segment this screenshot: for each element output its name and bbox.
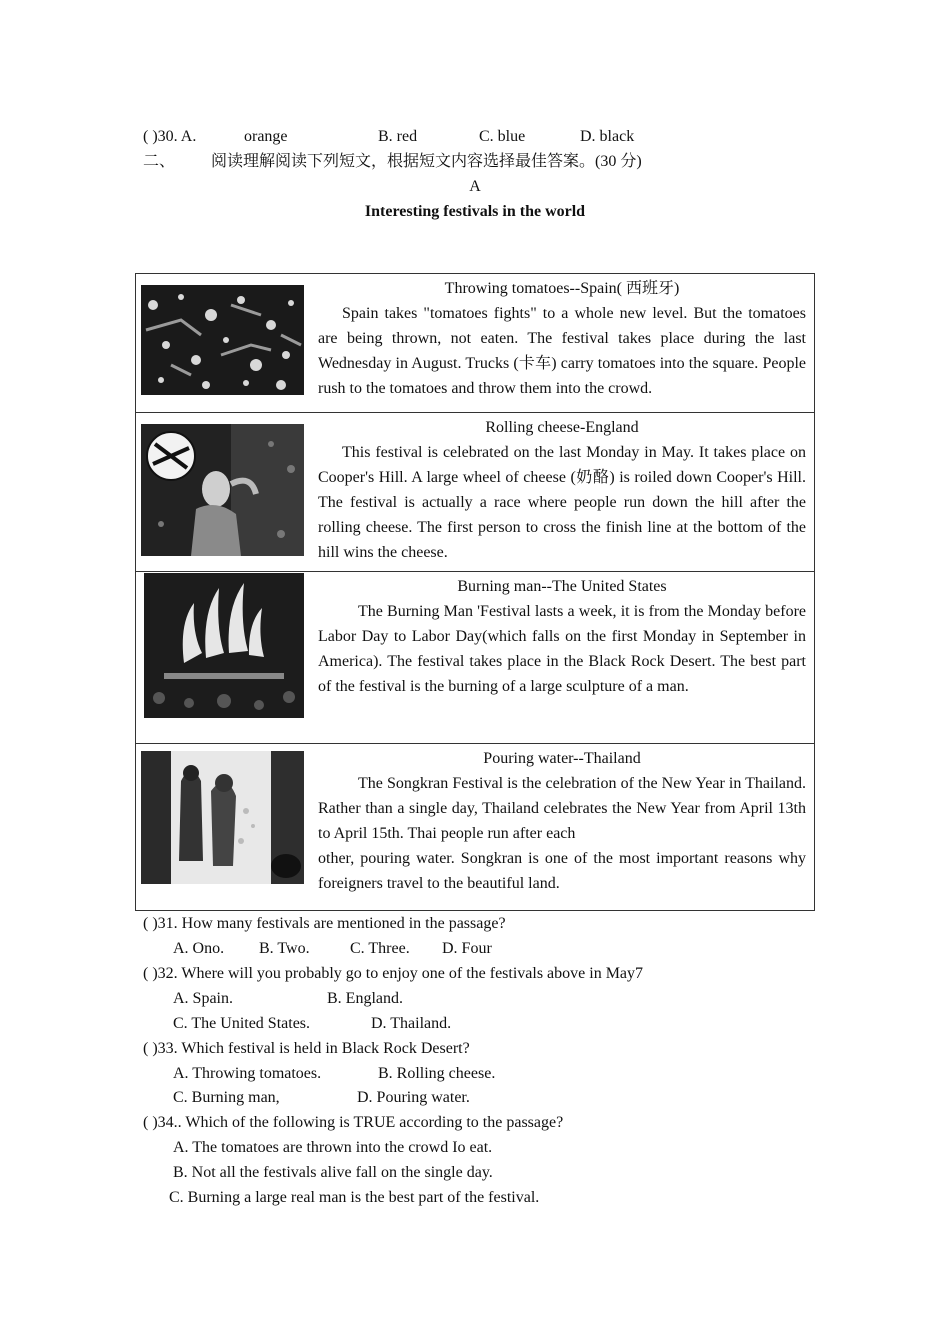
water-festival-photo xyxy=(141,751,304,884)
festival-title: Throwing tomatoes--Spain( 西班牙) xyxy=(444,280,680,297)
festival-description-cont: other, pouring water. Songkran is one of the most important reasons why foreigners travel to the beautiful land. xyxy=(318,850,806,892)
festival-description: The Burning Man 'Festival lasts a week, it is from the Monday before Labor Day to Labor Day(which falls on the first Monday in September in America). The festival takes place in the Black Rock Desert. The best part of the festival is the burning of a large sculpture of a man. xyxy=(318,603,806,695)
q34-option-c: C. Burning a large real man is the best part of the festival. xyxy=(169,1189,540,1206)
q30-option-b: B. red xyxy=(378,128,418,145)
q31-option-a: A. Ono. xyxy=(173,940,225,957)
festival-description: The Songkran Festival is the celebration of the New Year in Thailand. Rather than a single day, Thailand celebrates the New Year from April 13th to April 15th. Thai people run after each xyxy=(318,775,806,842)
q33-stem: ( )33. Which festival is held in Black Rock Desert? xyxy=(143,1040,470,1057)
section-instruction: 阅读理解阅读下列短文，根据短文内容选择最佳答案。(30 分) xyxy=(211,153,642,170)
q33-option-b: B. Rolling cheese. xyxy=(378,1065,496,1082)
q31-option-b: B. Two. xyxy=(259,940,310,957)
q30-option-d: D. black xyxy=(580,128,635,145)
q30-option-c: C. blue xyxy=(479,128,526,145)
q34-stem: ( )34.. Which of the following is TRUE according to the passage? xyxy=(143,1114,564,1131)
q31-option-c: C. Three. xyxy=(350,940,410,957)
festival-row-tomatoes xyxy=(136,274,815,413)
festival-title: Rolling cheese-England xyxy=(485,419,639,436)
q33-option-a: A. Throwing tomatoes. xyxy=(173,1065,322,1082)
section-number: 二、 xyxy=(143,153,176,170)
festival-row-cheese xyxy=(136,413,815,572)
passage-letter: A xyxy=(469,178,481,195)
festival-description: This festival is celebrated on the last Monday in May. It takes place on Cooper's Hill. A large wheel of cheese (奶酪) is roiled down Cooper's Hill. The festival is actually a race where people run down the hill after the rolling cheese. The first person to cross the finish line at the bottom of the hill wins the cheese. xyxy=(318,444,806,561)
q32-option-c: C. The United States. xyxy=(173,1015,311,1032)
passage-title: Interesting festivals in the world xyxy=(364,203,586,220)
festival-row-burning-man xyxy=(136,572,815,744)
festival-title: Burning man--The United States xyxy=(457,578,667,595)
q31-stem: ( )31. How many festivals are mentioned in the passage? xyxy=(143,915,506,932)
q30-option-a: orange xyxy=(244,128,288,145)
q32-option-d: D. Thailand. xyxy=(371,1015,452,1032)
q32-stem: ( )32. Where will you probably go to enjoy one of the festivals above in May7 xyxy=(143,965,644,982)
q34-option-b: B. Not all the festivals alive fall on the single day. xyxy=(173,1164,493,1181)
q32-option-a: A. Spain. xyxy=(173,990,233,1007)
festival-title: Pouring water--Thailand xyxy=(483,750,641,767)
festival-row-water xyxy=(136,744,815,911)
burning-man-photo xyxy=(144,573,304,718)
festivals-table xyxy=(135,273,815,911)
cheese-rolling-photo xyxy=(141,424,304,556)
q34-option-a: A. The tomatoes are thrown into the crowd Io eat. xyxy=(173,1139,493,1156)
q31-option-d: D. Four xyxy=(442,940,492,957)
q33-option-c: C. Burning man, xyxy=(173,1089,280,1106)
q30-stem: ( )30. A. xyxy=(143,128,197,145)
q33-option-d: D. Pouring water. xyxy=(357,1089,470,1106)
tomato-fight-photo xyxy=(141,285,304,395)
festival-description: Spain takes "tomatoes fights" to a whole new level. But the tomatoes are being thrown, not eaten. The festival takes place during the last Wednesday in August. Trucks (卡车) carry tomatoes into the square. People rush to the tomatoes and throw them into the crowd. xyxy=(318,305,806,397)
q32-option-b: B. England. xyxy=(327,990,403,1007)
